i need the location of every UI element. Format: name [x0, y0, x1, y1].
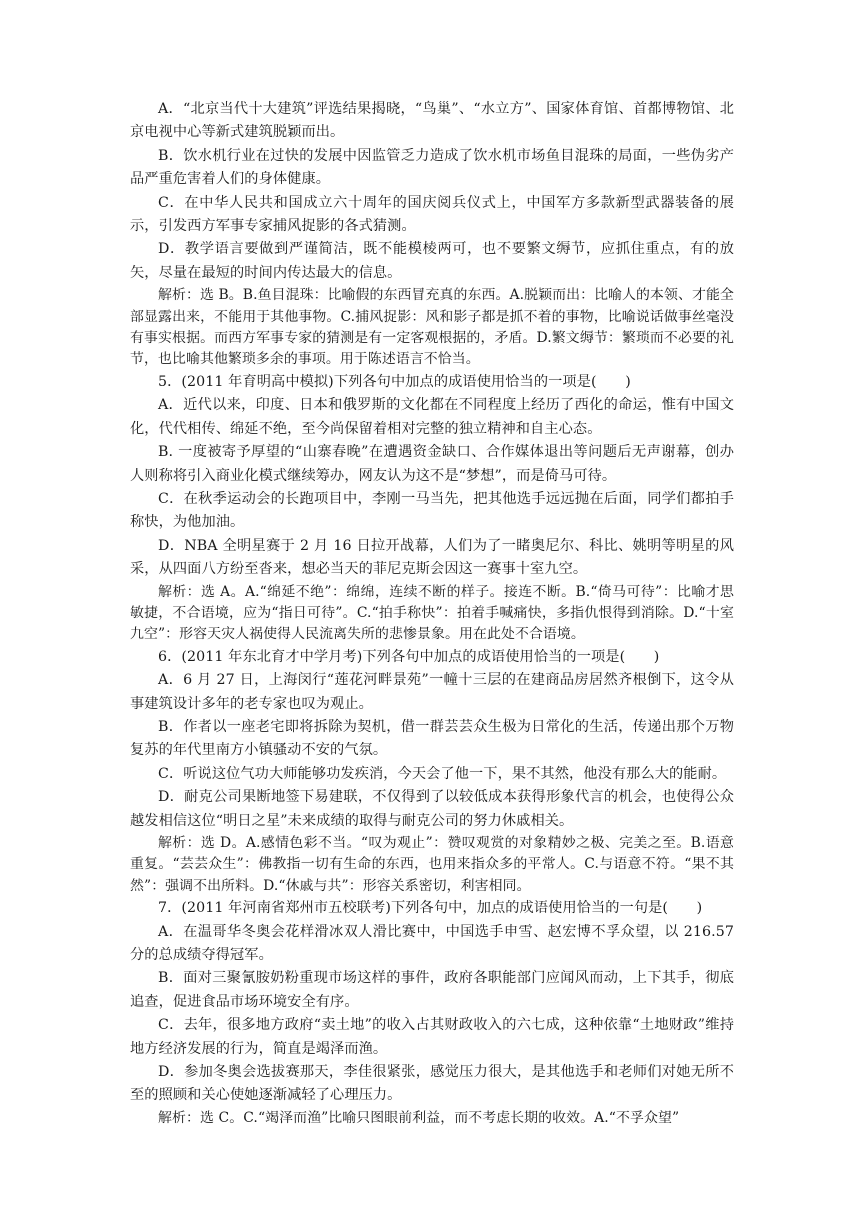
q4-option-c: C．在中华人民共和国成立六十周年的国庆阅兵仪式上，中国军方多款新型武器装备的展示，引发西方军事专家捕风捉影的各式猜测。: [130, 194, 734, 235]
q4-option-d: D．教学语言要做到严谨简洁，既不能模棱两可，也不要繁文缛节，应抓住重点，有的放矢，尽量在最短的时间内传达最大的信息。: [130, 241, 734, 281]
q5-option-b: B. 一度被寄予厚望的“山寨春晚”在遭遇资金缺口、合作媒体退出等问题后无声谢幕，创办人则称将引入商业化模式继续筹办，网友认为这不是“梦想”，而是倚马可待。: [130, 444, 734, 484]
q4-option-b: B．饮水机行业在过快的发展中因监管乏力造成了饮水机市场鱼目混珠的局面，一些伪劣产品严重危害着人们的身体健康。: [130, 147, 734, 188]
q5-option-d: D．NBA 全明星赛于 2 月 16 日拉开战幕，人们为了一睹奥尼尔、科比、姚明等明星的风采，从四面八方纷至沓来，想必当天的菲尼克斯会因这一赛事十室九空。: [130, 537, 734, 578]
q4-option-a: A．“北京当代十大建筑”评选结果揭晓，“鸟巢”、“水立方”、国家体育馆、首都博物馆、北京电视中心等新式建筑脱颖而出。: [130, 101, 734, 141]
q7-stem: 7．(2011 年河南省郑州市五校联考)下列各句中，加点的成语使用恰当的一句是( ): [158, 900, 703, 917]
q7-option-a: A．在温哥华冬奥会花样滑冰双人滑比赛中，中国选手申雪、赵宏博不孚众望，以 216.57 分的总成绩夺得冠军。: [130, 923, 734, 964]
q5-analysis: 解析：选 A。A.“绵延不绝”：绵绵，连续不断的样子。接连不断。B.“倚马可待”：比喻才思敏捷，不合语境，应为“指日可待”。C.“拍手称快”：拍着手喊痛快，多指仇恨得到消除。D.“十室九空”：形容天灾人祸使得人民流离失所的悲惨景象。用在此处不合语境。: [130, 583, 734, 643]
q7-option-c: C．去年，很多地方政府“卖土地”的收入占其财政收入的六七成，这种依靠“土地财政”维持地方经济发展的行为，简直是竭泽而渔。: [130, 1017, 734, 1057]
q5-option-a: A．近代以来，印度、日本和俄罗斯的文化都在不同程度上经历了西化的命运，惟有中国文化，代代相传、绵延不绝，至今尚保留着相对完整的独立精神和自主心态。: [130, 397, 734, 437]
q6-option-c: C．听说这位气功大师能够功发疾消，今天会了他一下，果不其然，他没有那么大的能耐。: [158, 765, 727, 782]
q6-option-a: A．6 月 27 日，上海闵行“莲花河畔景苑”一幢十三层的在建商品房居然齐根倒下，这令从事建筑设计多年的老专家也叹为观止。: [130, 672, 734, 712]
document-page: [130, 98, 734, 1129]
q7-analysis: 解析：选 C。C.“竭泽而渔”比喻只图眼前利益，而不考虑长期的收效。A.“不孚众望”: [158, 1109, 680, 1126]
q7-option-d: D．参加冬奥会选拔赛那天，李佳很紧张，感觉压力很大，是其他选手和老师们对她无所不至的照顾和关心使她逐渐减轻了心理压力。: [130, 1064, 734, 1104]
q6-option-d: D．耐克公司果断地签下易建联，不仅得到了以较低成本获得形象代言的机会，也使得公众越发相信这位“明日之星”未来成绩的取得与耐克公司的努力休戚相关。: [130, 789, 734, 829]
q6-stem: 6．(2011 年东北育才中学月考)下列各句中加点的成语使用恰当的一项是( ): [158, 648, 660, 665]
q4-analysis: 解析：选 B。B.鱼目混珠：比喻假的东西冒充真的东西。A.脱颖而出：比喻人的本领、才能全部显露出来，不能用于其他事物。C.捕风捉影：风和影子都是抓不着的事物，比喻说话做事丝毫没有事实根据。而西方军事专家的猜测是有一定客观根据的，矛盾。D.繁文缛节：繁琐而不必要的礼节，也比喻其他繁琐多余的事项。用于陈述语言不恰当。: [130, 287, 734, 368]
q6-analysis: 解析：选 D。A.感情色彩不当。“叹为观止”：赞叹观赏的对象精妙之极、完美之至。B.语意重复。“芸芸众生”：佛教指一切有生命的东西，也用来指众多的平常人。C.与语意不符。“果不其然”：强调不出所料。D.“休戚与共”：形容关系密切，利害相同。: [130, 835, 734, 894]
q7-option-b: B．面对三聚氰胺奶粉重现市场这样的事件，政府各职能部门应闻风而动，上下其手，彻底追查，促进食品市场环境安全有序。: [130, 970, 734, 1010]
q5-stem: 5．(2011 年育明高中模拟)下列各句中加点的成语使用恰当的一项是( ): [158, 373, 631, 390]
q5-option-c: C．在秋季运动会的长跑项目中，李刚一马当先，把其他选手远远抛在后面，同学们都拍手称快，为他加油。: [130, 490, 734, 531]
q6-option-b: B．作者以一座老宅即将拆除为契机，借一群芸芸众生极为日常化的生活，传递出那个万物复苏的年代里南方小镇骚动不安的气氛。: [130, 718, 734, 759]
